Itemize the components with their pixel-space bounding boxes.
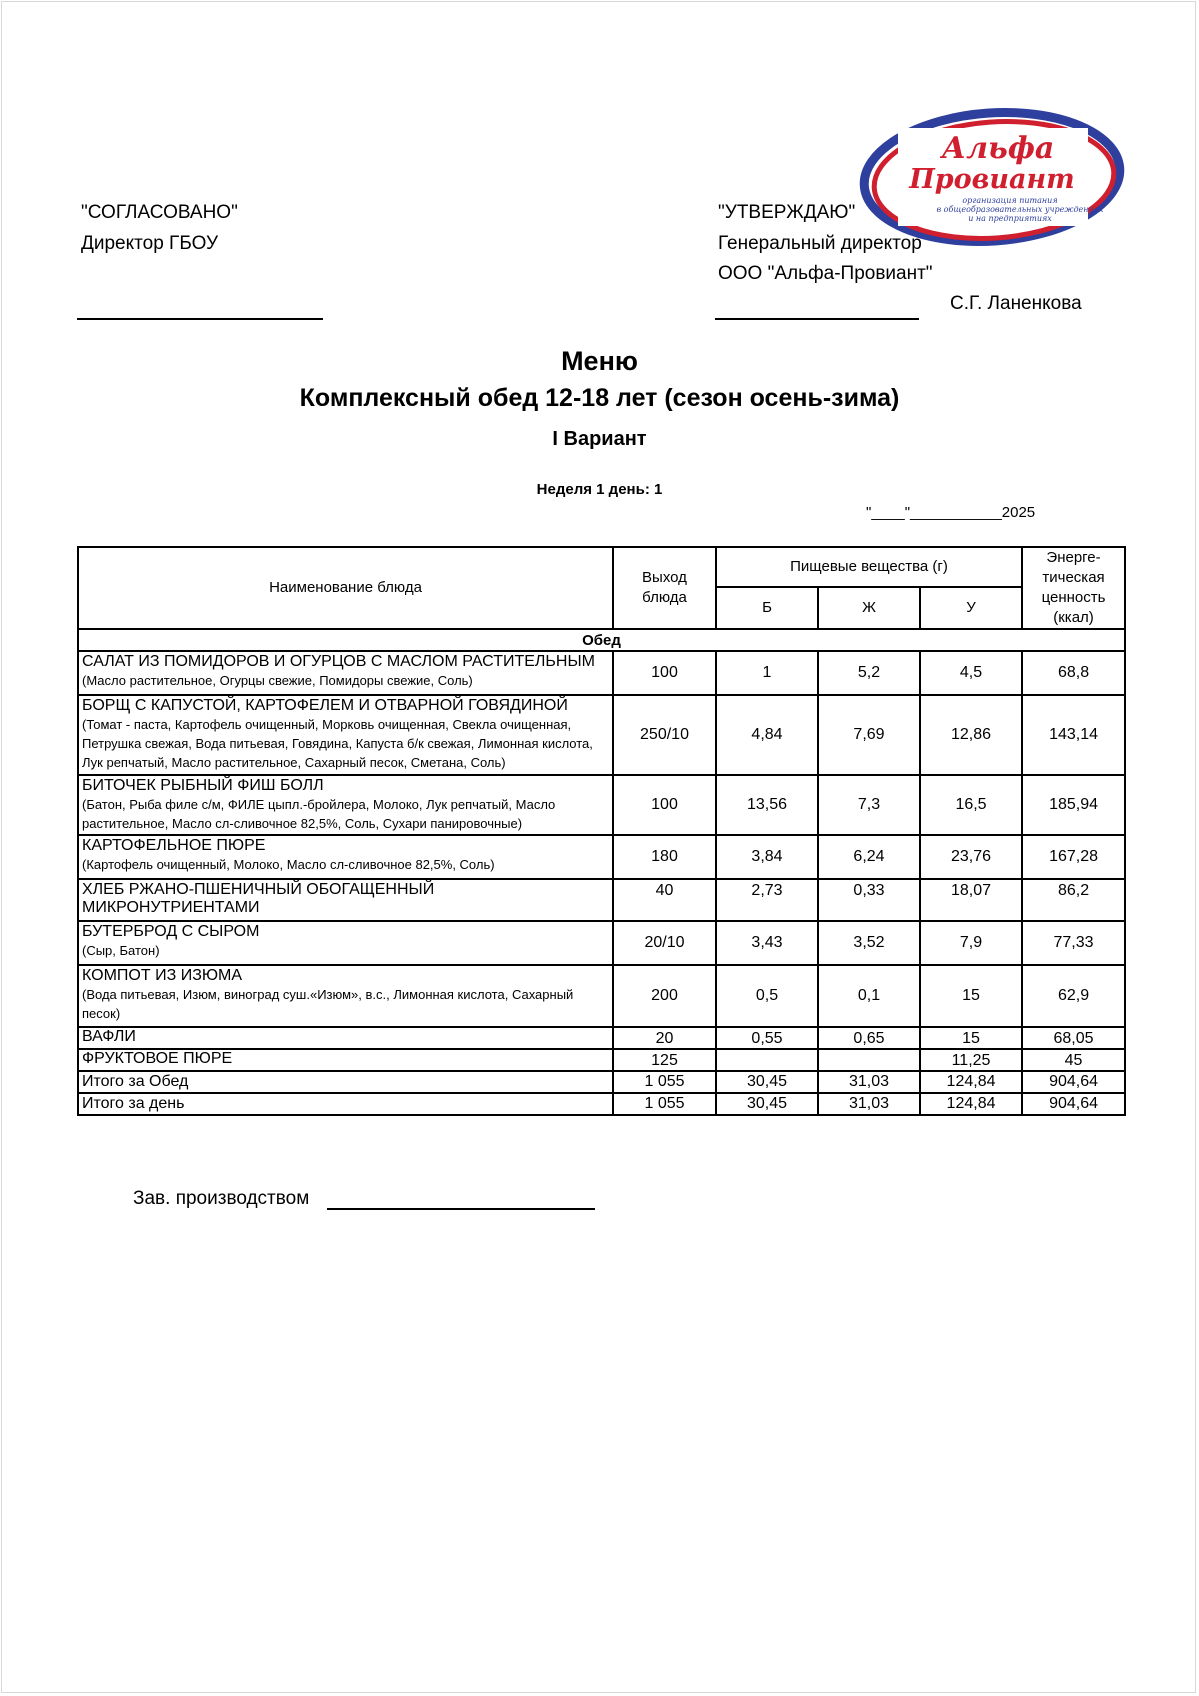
table-row	[78, 1049, 1125, 1071]
dish-cell	[78, 965, 613, 1027]
approve-signature-line	[715, 318, 919, 320]
dish-yield: 100	[613, 651, 716, 695]
header-nutrients: Пищевые вещества (г)	[716, 547, 1022, 587]
dish-yield: 250/10	[613, 695, 716, 775]
dish-name: ВАФЛИ	[82, 1028, 136, 1045]
dish-zh: 7,69	[818, 695, 920, 775]
menu-table	[77, 546, 1126, 1116]
approve-position: Генеральный директор	[718, 233, 922, 254]
table-row	[78, 965, 1125, 1027]
dish-b: 13,56	[716, 775, 818, 835]
dish-name: БИТОЧЕК РЫБНЫЙ ФИШ БОЛЛ	[82, 777, 324, 794]
dish-ingredients: (Картофель очищенный, Молоко, Масло сл-сливочное 82,5%, Соль)	[82, 857, 495, 872]
dish-kcal: 86,2	[1022, 879, 1125, 921]
dish-yield: 100	[613, 775, 716, 835]
dish-name: САЛАТ ИЗ ПОМИДОРОВ И ОГУРЦОВ С МАСЛОМ РАСТИТЕЛЬНЫМ	[82, 653, 595, 670]
approve-signer: С.Г. Ланенкова	[950, 293, 1082, 314]
title-sub: Комплексный обед 12-18 лет (сезон осень-зима)	[299, 384, 900, 412]
table-row	[78, 695, 1125, 775]
production-head-label: Зав. производством	[133, 1188, 310, 1209]
dish-kcal: 143,14	[1022, 695, 1125, 775]
dish-cell	[78, 775, 613, 835]
dish-ingredients: (Масло растительное, Огурцы свежие, Помидоры свежие, Соль)	[82, 673, 473, 688]
logo-tagline1: организация питания	[962, 196, 1058, 205]
total-row-lunch	[78, 1071, 1125, 1093]
dish-u: 15	[920, 1027, 1022, 1049]
title-main: Меню	[561, 346, 638, 376]
dish-b: 2,73	[716, 879, 818, 921]
dish-ingredients: (Батон, Рыба филе с/м, ФИЛЕ цыпл.-бройлера, Молоко, Лук репчатый, Масло растительное, Масло сл-сливочное 82,5%, Соль, Сухари панировочные)	[82, 797, 556, 831]
dish-b: 0,55	[716, 1027, 818, 1049]
dish-zh: 0,1	[818, 965, 920, 1027]
dish-zh: 5,2	[818, 651, 920, 695]
dish-zh: 0,33	[818, 879, 920, 921]
dish-zh: 7,3	[818, 775, 920, 835]
section-lunch: Обед	[78, 629, 1125, 651]
production-head-signature-line	[327, 1208, 595, 1210]
dish-b: 4,84	[716, 695, 818, 775]
dish-kcal: 68,8	[1022, 651, 1125, 695]
logo-tagline3: и на предприятиях	[968, 214, 1052, 223]
dish-name: ХЛЕБ РЖАНО-ПШЕНИЧНЫЙ ОБОГАЩЕННЫЙ МИКРОНУТРИЕНТАМИ	[82, 881, 435, 916]
dish-u: 15	[920, 965, 1022, 1027]
total-u: 124,84	[920, 1093, 1022, 1115]
dish-cell	[78, 1027, 613, 1049]
dish-cell	[78, 879, 613, 921]
dish-b: 0,5	[716, 965, 818, 1027]
date-line: "____"___________2025	[866, 504, 1036, 521]
company-logo	[858, 106, 1126, 248]
header-b: Б	[716, 587, 818, 629]
total-b: 30,45	[716, 1093, 818, 1115]
dish-kcal: 68,05	[1022, 1027, 1125, 1049]
total-yield: 1 055	[613, 1093, 716, 1115]
dish-ingredients: (Томат - паста, Картофель очищенный, Морковь очищенная, Свекла очищенная, Петрушка свежая, Вода питьевая, Говядина, Капуста б/к свежая, Лимонная кислота, Лук репчатый, Масло растительное, Сахарный песок, Сметана, Соль)	[82, 717, 593, 770]
dish-name: БУТЕРБРОД С СЫРОМ	[82, 923, 260, 940]
dish-ingredients: (Сыр, Батон)	[82, 943, 160, 958]
agreed-position: Директор ГБОУ	[81, 233, 219, 254]
dish-yield: 125	[613, 1049, 716, 1071]
title-variant: I Вариант	[552, 428, 647, 450]
dish-kcal: 77,33	[1022, 921, 1125, 965]
header-name: Наименование блюда	[78, 547, 613, 629]
dish-cell	[78, 651, 613, 695]
total-label: Итого за день	[78, 1093, 613, 1115]
dish-u: 11,25	[920, 1049, 1022, 1071]
header-u: У	[920, 587, 1022, 629]
dish-cell	[78, 1049, 613, 1071]
dish-kcal: 167,28	[1022, 835, 1125, 879]
agreed-signature-line	[77, 318, 323, 320]
table-row	[78, 921, 1125, 965]
dish-yield: 20	[613, 1027, 716, 1049]
dish-cell	[78, 835, 613, 879]
dish-yield: 40	[613, 879, 716, 921]
logo-line2: Провиант	[909, 164, 1075, 195]
dish-yield: 200	[613, 965, 716, 1027]
total-yield: 1 055	[613, 1071, 716, 1093]
dish-zh: 0,65	[818, 1027, 920, 1049]
dish-kcal: 185,94	[1022, 775, 1125, 835]
dish-yield: 180	[613, 835, 716, 879]
agreed-label: "СОГЛАСОВАНО"	[81, 202, 238, 223]
dish-kcal: 62,9	[1022, 965, 1125, 1027]
dish-ingredients: (Вода питьевая, Изюм, виноград суш.«Изюм», в.с., Лимонная кислота, Сахарный песок)	[82, 987, 574, 1021]
total-u: 124,84	[920, 1071, 1022, 1093]
table-row	[78, 775, 1125, 835]
dish-b: 3,84	[716, 835, 818, 879]
dish-yield: 20/10	[613, 921, 716, 965]
dish-kcal: 45	[1022, 1049, 1125, 1071]
dish-u: 7,9	[920, 921, 1022, 965]
total-zh: 31,03	[818, 1093, 920, 1115]
dish-cell	[78, 921, 613, 965]
table-row	[78, 879, 1125, 921]
table-row	[78, 1027, 1125, 1049]
table-row	[78, 835, 1125, 879]
dish-u: 4,5	[920, 651, 1022, 695]
total-zh: 31,03	[818, 1071, 920, 1093]
dish-u: 18,07	[920, 879, 1022, 921]
approve-company: ООО "Альфа-Провиант"	[718, 263, 933, 284]
logo-tagline2: в общеобразовательных учреждениях	[936, 205, 1104, 214]
total-label: Итого за Обед	[78, 1071, 613, 1093]
total-kcal: 904,64	[1022, 1093, 1125, 1115]
total-row-day	[78, 1093, 1125, 1115]
table-row	[78, 651, 1125, 695]
dish-u: 23,76	[920, 835, 1022, 879]
total-kcal: 904,64	[1022, 1071, 1125, 1093]
dish-zh	[818, 1049, 920, 1071]
dish-b: 3,43	[716, 921, 818, 965]
logo-line1: Альфа	[941, 131, 1055, 166]
dish-name: КАРТОФЕЛЬНОЕ ПЮРЕ	[82, 837, 266, 854]
approve-label: "УТВЕРЖДАЮ"	[718, 202, 856, 223]
dish-name: БОРЩ С КАПУСТОЙ, КАРТОФЕЛЕМ И ОТВАРНОЙ ГОВЯДИНОЙ	[82, 697, 568, 714]
dish-u: 12,86	[920, 695, 1022, 775]
header-yield: Выход блюда	[613, 547, 716, 629]
dish-b	[716, 1049, 818, 1071]
week-day: Неделя 1 день: 1	[536, 481, 663, 498]
header-zh: Ж	[818, 587, 920, 629]
header-energy: Энерге-тическая ценность (ккал)	[1022, 547, 1125, 629]
dish-name: ФРУКТОВОЕ ПЮРЕ	[82, 1050, 233, 1067]
dish-zh: 3,52	[818, 921, 920, 965]
total-b: 30,45	[716, 1071, 818, 1093]
dish-name: КОМПОТ ИЗ ИЗЮМА	[82, 967, 243, 984]
dish-u: 16,5	[920, 775, 1022, 835]
dish-b: 1	[716, 651, 818, 695]
dish-zh: 6,24	[818, 835, 920, 879]
dish-cell	[78, 695, 613, 775]
